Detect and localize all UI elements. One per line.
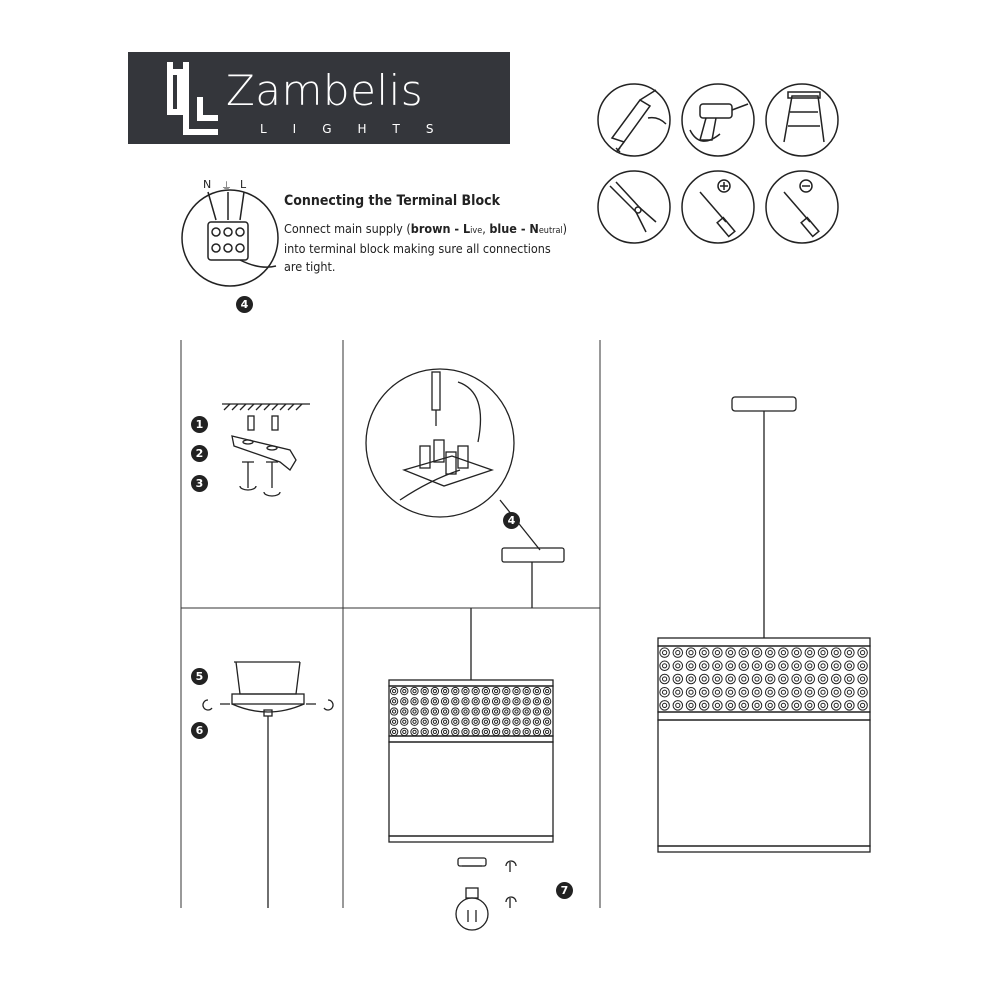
crystal-pattern-right bbox=[660, 648, 868, 710]
earth-label: ⏚ bbox=[221, 180, 232, 193]
brand-subtitle: LIGHTS bbox=[260, 122, 460, 136]
step-badge-2: 2 bbox=[191, 445, 208, 462]
step-badge-3: 3 bbox=[191, 475, 208, 492]
canopy-fixing-drawing bbox=[203, 662, 333, 908]
step-badge-1: 1 bbox=[191, 416, 208, 433]
terminal-block-instructions: Connect main supply (brown - Live, blue - Neutral) into terminal block making sure all connections are tight. bbox=[284, 221, 568, 274]
terminal-block-title: Connecting the Terminal Block bbox=[284, 193, 500, 209]
bracket-mounting-drawing bbox=[222, 404, 310, 496]
brand-name: Zambelis bbox=[226, 66, 424, 115]
live-label: L bbox=[240, 178, 247, 191]
step-badge-7: 7 bbox=[556, 882, 573, 899]
shade-and-bulb-drawing bbox=[389, 608, 553, 930]
step-badge-5: 5 bbox=[191, 668, 208, 685]
step-badge-4b: 4 bbox=[503, 512, 520, 529]
crystal-pattern-mid bbox=[390, 687, 550, 735]
assembled-pendant-drawing bbox=[658, 397, 870, 852]
step-badge-4: 4 bbox=[236, 296, 253, 313]
neutral-label: N bbox=[203, 178, 212, 191]
step-badge-6: 6 bbox=[191, 722, 208, 739]
terminal-zoom-drawing bbox=[366, 369, 564, 608]
